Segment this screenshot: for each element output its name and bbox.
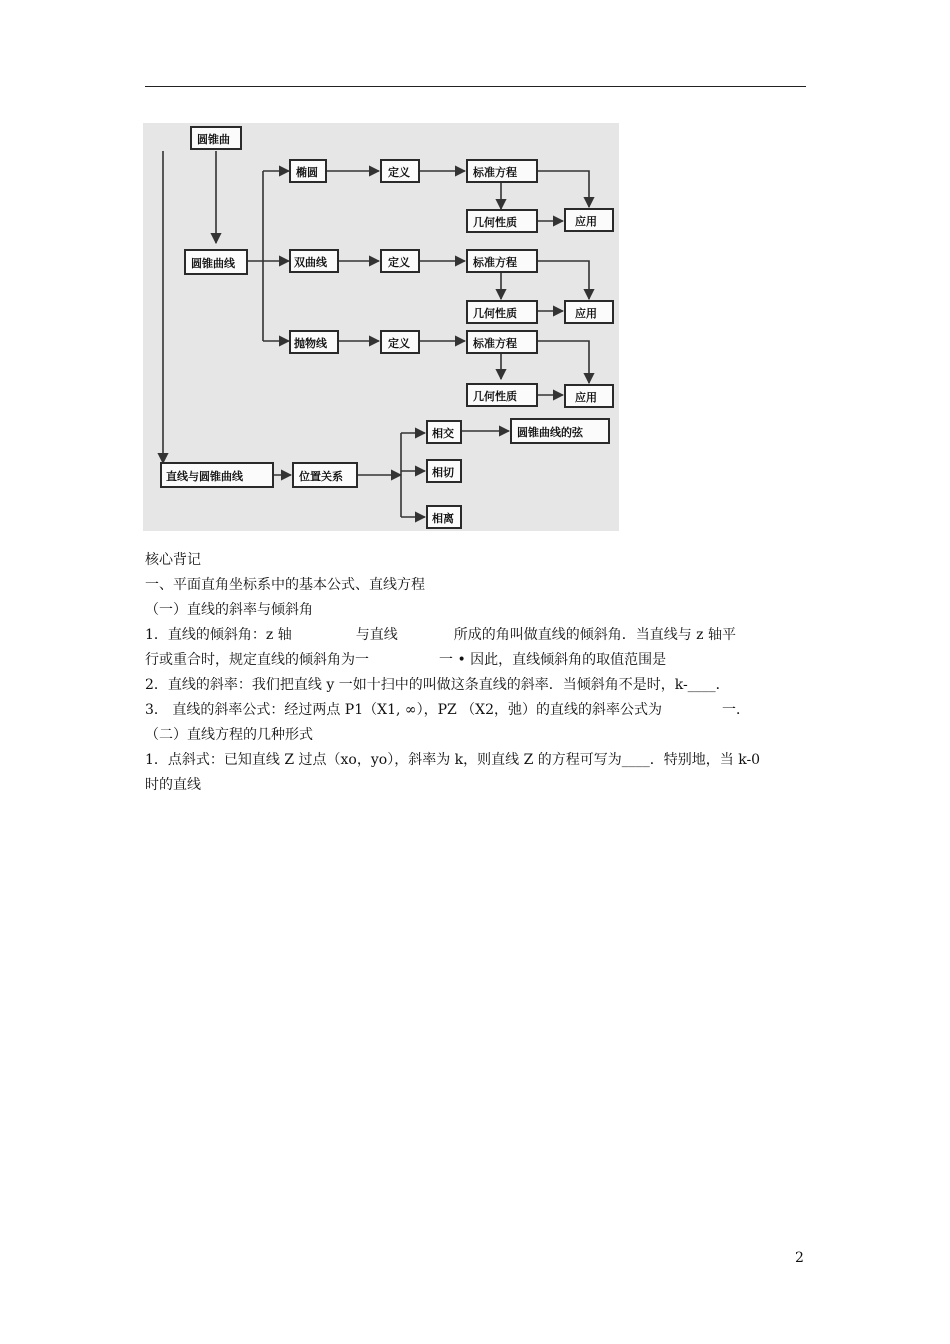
svg-text:圆锥曲线的弦: 圆锥曲线的弦 bbox=[517, 426, 583, 439]
item-4-line-2: 时的直线 bbox=[145, 777, 201, 793]
node-definition-3 bbox=[381, 331, 419, 353]
node-ellipse bbox=[290, 160, 326, 182]
section-heading: 核心背记 bbox=[145, 552, 201, 568]
section-title-1: 一、平面直角坐标系中的基本公式、直线方程 bbox=[145, 577, 425, 593]
svg-text:双曲线: 双曲线 bbox=[294, 256, 327, 269]
node-definition-1 bbox=[381, 160, 419, 182]
svg-text:标准方程: 标准方程 bbox=[473, 337, 517, 350]
svg-text:应用: 应用 bbox=[575, 391, 597, 404]
item-3: 3． 直线的斜率公式：经过两点 P1（X1, ∞），PZ （X2，弛）的直线的斜率公式为 一． bbox=[145, 702, 751, 718]
svg-text:直线与圆锥曲线: 直线与圆锥曲线 bbox=[166, 470, 243, 483]
node-standard-equation-1 bbox=[467, 160, 537, 182]
node-geometric-property-1 bbox=[467, 210, 537, 232]
svg-text:椭圆: 椭圆 bbox=[296, 166, 318, 179]
node-application-3 bbox=[565, 385, 613, 407]
node-definition-2 bbox=[381, 250, 419, 272]
node-root bbox=[191, 127, 241, 149]
subsection-title-1: （一）直线的斜率与倾斜角 bbox=[145, 602, 313, 618]
node-application-2 bbox=[565, 301, 613, 323]
page-number: 2 bbox=[795, 1250, 804, 1266]
svg-text:相离: 相离 bbox=[432, 512, 454, 525]
node-parabola bbox=[290, 331, 338, 353]
node-application-1 bbox=[565, 209, 613, 231]
node-geometric-property-3 bbox=[467, 384, 537, 406]
item-2: 2．直线的斜率：我们把直线 y 一如十扫中的叫做这条直线的斜率．当倾斜角不是时，k-____． bbox=[145, 677, 730, 693]
svg-text:标准方程: 标准方程 bbox=[473, 256, 517, 269]
svg-text:定义: 定义 bbox=[388, 166, 410, 179]
node-separate bbox=[427, 506, 461, 528]
node-intersect bbox=[427, 421, 461, 443]
svg-text:定义: 定义 bbox=[388, 337, 410, 350]
svg-text:标准方程: 标准方程 bbox=[473, 166, 517, 179]
svg-text:应用: 应用 bbox=[575, 215, 597, 228]
header-rule bbox=[145, 86, 806, 87]
node-conic bbox=[185, 250, 247, 274]
svg-text:几何性质: 几何性质 bbox=[473, 307, 517, 320]
svg-text:应用: 应用 bbox=[575, 307, 597, 320]
svg-text:圆锥曲: 圆锥曲 bbox=[197, 133, 230, 146]
diagram-svg bbox=[143, 123, 619, 531]
item-1-line-2: 行或重合时，规定直线的倾斜角为一 一 • 因此，直线倾斜角的取值范围是 bbox=[145, 652, 667, 668]
svg-text:相切: 相切 bbox=[432, 466, 454, 479]
knowledge-diagram bbox=[143, 123, 619, 531]
svg-text:几何性质: 几何性质 bbox=[473, 390, 517, 403]
node-standard-equation-2 bbox=[467, 250, 537, 272]
svg-text:几何性质: 几何性质 bbox=[473, 216, 517, 229]
svg-text:定义: 定义 bbox=[388, 256, 410, 269]
svg-text:相交: 相交 bbox=[432, 427, 454, 440]
node-tangent bbox=[427, 460, 461, 482]
item-4-line-1: 1．点斜式：已知直线 Z 过点（xo，yo），斜率为 k，则直线 Z 的方程可写为____．特别地，当 k-0 bbox=[145, 752, 761, 768]
svg-text:圆锥曲线: 圆锥曲线 bbox=[191, 257, 235, 270]
svg-text:位置关系: 位置关系 bbox=[299, 470, 343, 483]
node-conic-chord bbox=[511, 419, 609, 443]
svg-text:抛物线: 抛物线 bbox=[294, 337, 327, 350]
node-position-relation bbox=[293, 463, 357, 487]
item-1-line-1: 1．直线的倾斜角：z 轴 与直线 所成的角叫做直线的倾斜角．当直线与 z 轴平 bbox=[145, 627, 737, 643]
subsection-title-2: （二）直线方程的几种形式 bbox=[145, 727, 313, 743]
node-geometric-property-2 bbox=[467, 301, 537, 323]
body-text bbox=[145, 548, 815, 798]
node-line-and-conic bbox=[161, 463, 273, 487]
node-standard-equation-3 bbox=[467, 331, 537, 353]
node-hyperbola bbox=[290, 250, 338, 272]
